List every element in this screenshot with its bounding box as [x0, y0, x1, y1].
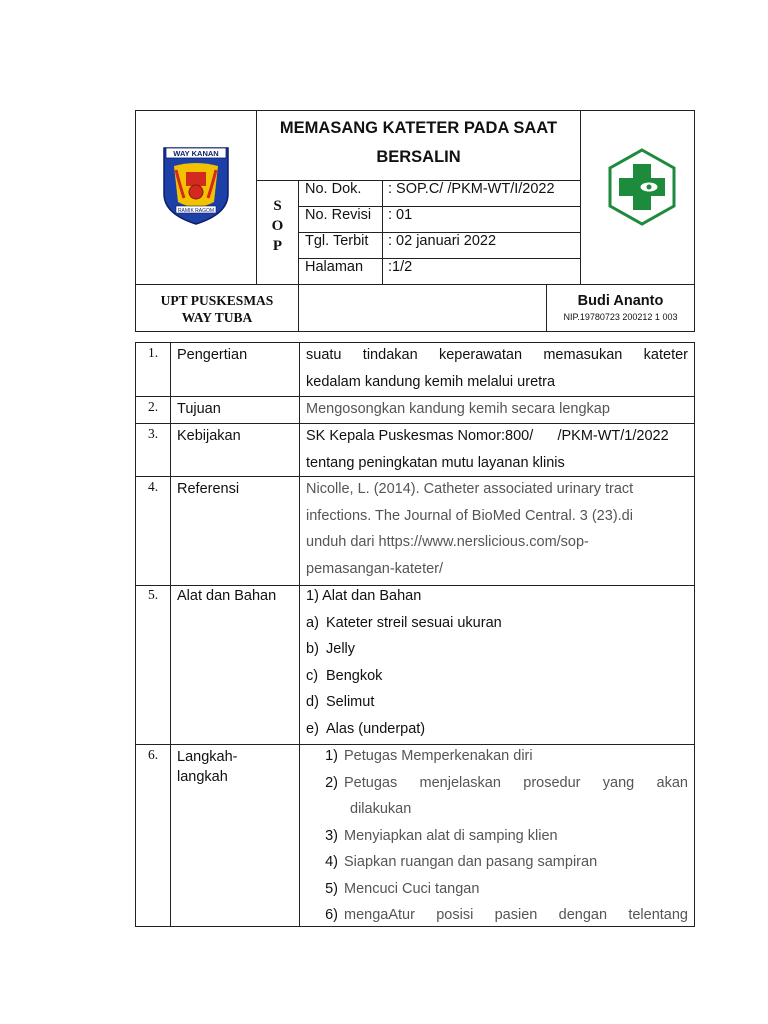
org-name — [136, 292, 298, 326]
sop-letter: P — [272, 238, 283, 254]
row-number: 6. — [147, 747, 159, 762]
row-number: 2. — [147, 399, 159, 414]
text-line: suatu tindakan keperawatan memasukan kateter — [306, 347, 688, 363]
row-label: Pengertian — [177, 347, 248, 363]
text-line: infections. The Journal of BioMed Central. 3 (23).di — [306, 507, 633, 524]
row-number: 3. — [147, 426, 159, 441]
row-label: Tujuan — [177, 401, 221, 417]
way-kanan-logo — [160, 142, 232, 226]
alat-content — [306, 583, 688, 742]
langkah-content — [316, 743, 688, 929]
puskesmas-logo — [603, 148, 681, 226]
list-text: Bengkok — [326, 667, 383, 684]
row-label-line: langkah — [177, 769, 228, 785]
sop-label — [257, 196, 298, 256]
step-text: Menyiapkan alat di samping klien — [344, 827, 558, 844]
row-label: Referensi — [177, 481, 240, 497]
text-line: kedalam kandung kemih melalui uretra — [306, 373, 556, 390]
step-text: Petugas Memperkenakan diri — [344, 748, 533, 764]
step-marker: 6) — [325, 907, 338, 923]
org-line: WAY TUBA — [181, 310, 253, 325]
pengertian-content — [306, 342, 688, 395]
list-item — [306, 636, 688, 663]
list-item — [306, 610, 688, 637]
step-item — [316, 849, 688, 876]
row-label: Alat dan Bahan — [177, 588, 277, 604]
signer-block — [547, 292, 694, 324]
list-marker: a) — [306, 614, 319, 631]
text-line: SK Kepala Puskesmas Nomor:800/ /PKM-WT/1/2022 — [306, 428, 669, 444]
step-text: dilakukan — [350, 801, 412, 817]
text-line: tentang peningkatan mutu layanan klinis — [306, 454, 565, 471]
page-label: Halaman — [305, 259, 364, 275]
referensi-content — [306, 476, 688, 582]
list-marker: d) — [306, 694, 319, 710]
list-item — [306, 716, 688, 743]
step-marker: 4) — [325, 854, 338, 870]
step-marker: 3) — [325, 827, 338, 844]
svg-text:WAY KANAN: WAY KANAN — [173, 149, 219, 158]
svg-text:RAMIK RAGOM: RAMIK RAGOM — [177, 208, 215, 214]
row-label: Kebijakan — [177, 428, 241, 444]
list-item — [306, 663, 688, 690]
step-item-continued — [316, 796, 688, 823]
issue-date-label: Tgl. Terbit — [305, 233, 369, 249]
step-item — [316, 770, 688, 797]
text-line: unduh dari https://www.nerslicious.com/sop- — [306, 534, 589, 550]
step-text: Petugas menjelaskan prosedur yang akan — [344, 774, 688, 791]
divider — [298, 284, 299, 332]
title-line: MEMASANG KATETER PADA SAAT — [279, 119, 558, 137]
list-heading: 1) Alat dan Bahan — [306, 588, 422, 604]
page-title — [257, 114, 580, 172]
list-text: Selimut — [326, 694, 375, 710]
text-line: pemasangan-kateter/ — [306, 560, 444, 577]
step-text: Mencuci Cuci tangan — [344, 880, 480, 897]
title-line: BERSALIN — [376, 148, 461, 166]
step-text: Siapkan ruangan dan pasang sampiran — [344, 854, 598, 870]
step-marker: 1) — [325, 748, 338, 764]
row-label — [177, 747, 237, 787]
sop-letter: S — [273, 198, 282, 214]
step-item — [316, 823, 688, 850]
text-line: Nicolle, L. (2014). Catheter associated urinary tract — [306, 481, 634, 497]
doc-no-label: No. Dok. — [305, 181, 362, 197]
divider — [299, 342, 300, 927]
step-item — [316, 876, 688, 903]
kebijakan-content — [306, 423, 688, 476]
list-text: Jelly — [326, 641, 356, 657]
row-label-line: Langkah- — [177, 749, 238, 765]
org-line: UPT PUSKESMAS — [160, 293, 274, 308]
list-item — [306, 689, 688, 716]
list-text: Alas (underpat) — [326, 720, 426, 737]
revision-value: : 01 — [388, 207, 413, 223]
divider — [170, 342, 171, 927]
list-marker: b) — [306, 641, 319, 657]
signer-name: Budi Ananto — [577, 293, 664, 309]
row-number: 1. — [147, 345, 159, 360]
revision-label: No. Revisi — [305, 207, 372, 223]
sop-letter: O — [271, 218, 284, 234]
doc-no-value: : SOP.C/ /PKM-WT/I/2022 — [388, 181, 555, 197]
signer-nip: NIP.19780723 200212 1 003 — [563, 312, 678, 322]
list-marker: c) — [306, 667, 319, 684]
list-text: Kateter streil sesuai ukuran — [326, 614, 502, 631]
list-marker: e) — [306, 720, 319, 737]
row-number: 5. — [147, 587, 159, 602]
issue-date-value: : 02 januari 2022 — [388, 233, 497, 249]
page-value: :1/2 — [388, 259, 413, 275]
step-item — [316, 902, 688, 929]
doc-info-table — [298, 180, 581, 285]
tujuan-content: Mengosongkan kandung kemih secara lengkap — [306, 401, 610, 417]
step-text: mengaAtur posisi pasien dengan telentang — [344, 907, 688, 923]
row-number: 4. — [147, 479, 159, 494]
step-item — [316, 743, 688, 770]
step-marker: 5) — [325, 880, 338, 897]
step-marker: 2) — [325, 774, 338, 791]
